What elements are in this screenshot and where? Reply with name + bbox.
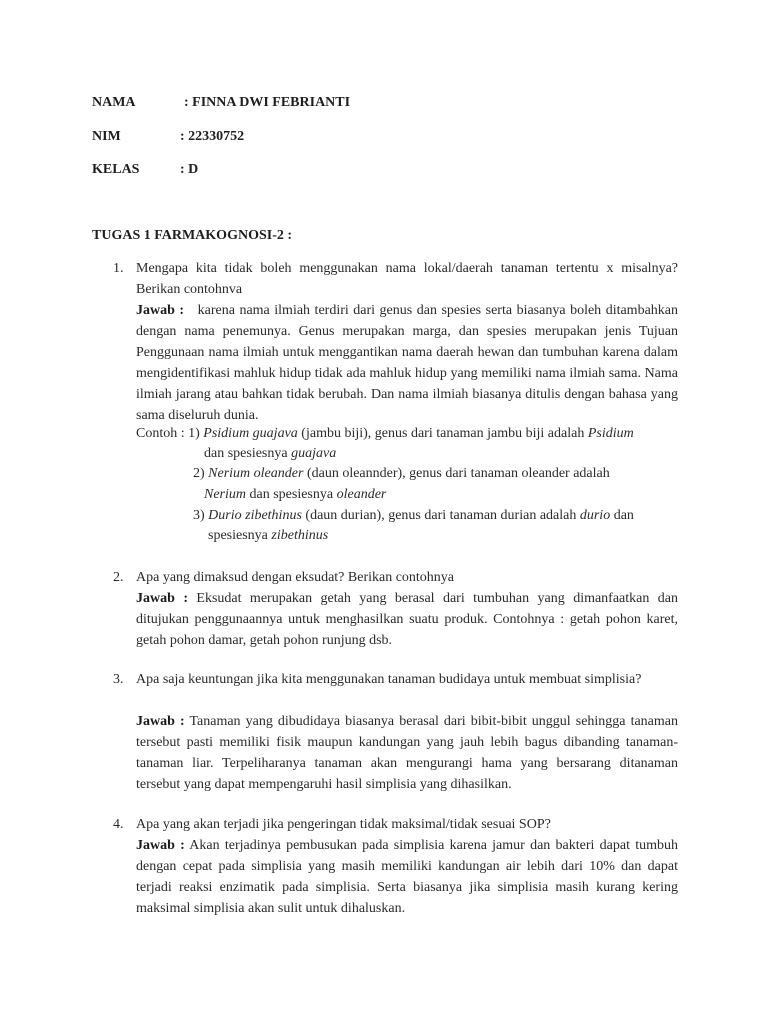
assignment-title: TUGAS 1 FARMAKOGNOSI-2 : <box>92 228 293 243</box>
example-genus: Nerium <box>204 487 246 502</box>
nim-label: NIM <box>92 129 121 144</box>
example-line <box>193 466 610 482</box>
answer-block <box>136 588 678 651</box>
example-line <box>193 508 634 524</box>
question-text: Mengapa kita tidak boleh menggunakan nama lokal/daerah tanaman tertentu x misalnya? Berikan contohnva <box>136 261 678 297</box>
answer-block <box>136 711 678 795</box>
example-epithet: zibethinus <box>271 528 329 543</box>
example-species: Durio zibethinus <box>208 508 302 523</box>
example-species: Psidium guajava <box>203 426 298 441</box>
kelas-label: KELAS <box>92 162 140 177</box>
answer-text: karena nama ilmiah terdiri dari genus dan spesies serta biasanya boleh ditambahkan dengan nama penemunya. Genus merupakan marga, dan spesies merupakan jenis Tujuan Penggunaan nama ilmiah untuk menggantikan nama daerah hewan dan tumbuhan karena dalam mengidentifikasi mahluk hidup tidak ada mahluk hidup yang memiliki nama ilmiah sama. Nama ilmiah jarang atau bahkan tidak berubah. Dan nama ilmiah biasanya ditulis dengan bahasa yang sama diseluruh dunia. <box>136 303 678 423</box>
answer-block <box>136 835 678 919</box>
example-num: 1) <box>188 426 200 441</box>
question-text: Apa saja keuntungan jika kita menggunakan tanaman budidaya untuk membuat simplisia? <box>136 672 642 687</box>
example-line <box>204 487 386 503</box>
answer-text: Tanaman yang dibudidaya biasanya berasal dari bibit-bibit unggul sehingga tanaman tersebut pasti memiliki fisik maupun kandungan yang jauh lebih bagus dibanding tanaman-tanaman liar. Terpeliharanya tanaman akan mengurangi hama yang bersarang ditanaman tersebut yang dapat mempengaruhi hasil simplisia yang dihasilkan. <box>136 714 678 792</box>
example-num: 3) <box>193 508 205 523</box>
example-epithet: oleander <box>336 487 387 502</box>
answer-text: Eksudat merupakan getah yang berasal dari tumbuhan yang dimanfaatkan dan ditujukan penggunaannya untuk menghasilkan suatu produk. Contohnya : getah pohon karet, getah pohon damar, getah pohon runjung dsb. <box>136 591 679 648</box>
question-number: 3. <box>113 672 124 687</box>
example-desc: spesiesnya <box>208 528 272 543</box>
answer-label: Jawab : <box>136 714 185 729</box>
nama-value: : FINNA DWI FEBRIANTI <box>184 95 351 110</box>
kelas-value: : D <box>180 162 199 177</box>
example-desc: dan <box>610 508 634 523</box>
example-desc: (daun oleannder), genus dari tanaman oleander adalah <box>303 466 610 481</box>
question-number: 4. <box>113 817 124 832</box>
question-number: 2. <box>113 570 124 585</box>
example-species: Nerium oleander <box>208 466 304 481</box>
example-genus: durio <box>579 508 611 523</box>
nim-value: : 22330752 <box>180 129 245 144</box>
example-genus: Psidium <box>587 426 634 441</box>
question-text: Apa yang dimaksud dengan eksudat? Berikan contohnya <box>136 570 455 585</box>
answer-label: Jawab : <box>136 591 188 606</box>
example-line <box>204 446 336 462</box>
answer-label: Jawab : <box>136 303 185 318</box>
example-desc: dan spesiesnya <box>204 446 292 461</box>
example-num: 2) <box>193 466 205 481</box>
example-desc: (jambu biji), genus dari tanaman jambu biji adalah <box>297 426 588 441</box>
nama-label: NAMA <box>92 95 136 110</box>
question-number: 1. <box>113 261 124 276</box>
example-desc: (daun durian), genus dari tanaman durian adalah <box>301 508 580 523</box>
example-desc: dan spesiesnya <box>246 487 337 502</box>
example-line <box>136 426 634 442</box>
example-line <box>208 528 328 544</box>
answer-block <box>136 300 678 426</box>
question-text: Apa yang akan terjadi jika pengeringan tidak maksimal/tidak sesuai SOP? <box>136 817 551 832</box>
example-epithet: guajava <box>291 446 337 461</box>
answer-label: Jawab : <box>136 838 185 853</box>
example-prefix: Contoh : <box>136 426 185 441</box>
answer-text: Akan terjadinya pembusukan pada simplisia karena jamur dan bakteri dapat tumbuh dengan cepat pada simplisia yang masih memiliki kandungan air lebih dari 10% dan dapat terjadi reaksi enzimatik pada simplisia. Serta biasanya jika simplisia masih kurang kering maksimal simplisia akan sulit untuk dihaluskan. <box>136 838 678 916</box>
